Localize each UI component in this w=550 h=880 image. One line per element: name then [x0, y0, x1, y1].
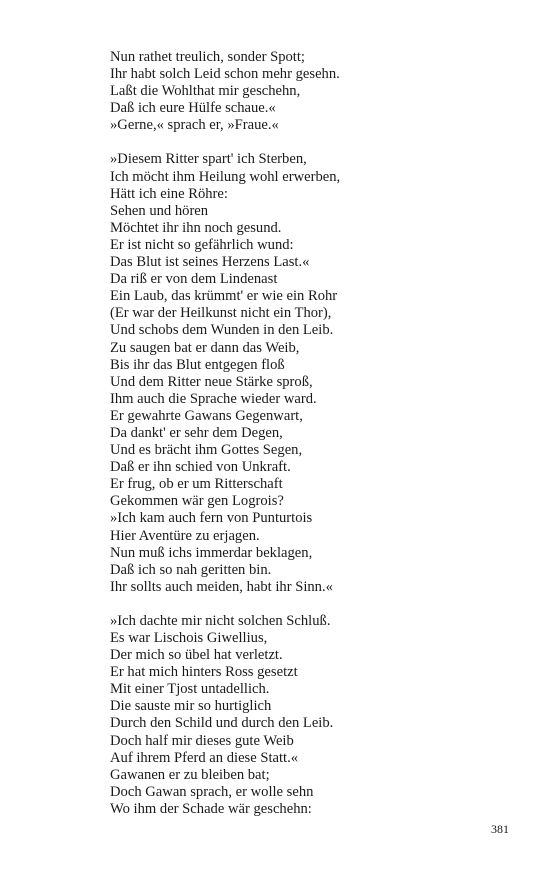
verse-line: Und schobs dem Wunden in den Leib. — [110, 322, 334, 339]
stanza — [110, 49, 510, 134]
verse-line: Da riß er von dem Lindenast — [110, 271, 278, 288]
verse-line: Nun muß ichs immerdar beklagen, — [110, 544, 313, 561]
verse-line: Und es brächt ihm Gottes Segen, — [110, 442, 303, 459]
verse-line: Doch Gawan sprach, er wolle sehn — [110, 783, 314, 800]
verse-line: »Diesem Ritter spart' ich Sterben, — [110, 151, 307, 168]
verse-line: Er hat mich hinters Ross gesetzt — [110, 664, 298, 681]
verse-line: Daß er ihn schied von Unkraft. — [110, 459, 291, 476]
verse-line: Bis ihr das Blut entgegen floß — [110, 356, 285, 373]
verse-line: Durch den Schild und durch den Leib. — [110, 715, 334, 732]
verse-line: Es war Lischois Giwellius, — [110, 630, 268, 646]
verse-line: Hier Aventüre zu erjagen. — [110, 527, 260, 544]
verse-line: »Ich dachte mir nicht solchen Schluß. — [110, 612, 331, 629]
verse-line: Gawanen er zu bleiben bat; — [110, 766, 270, 783]
verse-line: Möchtet ihr ihn noch gesund. — [110, 219, 282, 236]
verse-line: Wo ihm der Schade wär geschehn: — [110, 800, 312, 817]
verse-line: Er ist nicht so gefährlich wund: — [110, 236, 294, 253]
verse-line: Und dem Ritter neue Stärke sproß, — [110, 373, 313, 390]
verse-line: Daß ich eure Hülfe schaue.« — [110, 100, 276, 117]
verse-line: Er frug, ob er um Ritterschaft — [110, 476, 283, 493]
verse-line: Doch half mir dieses gute Weib — [110, 732, 294, 749]
verse-line: Hätt ich eine Röhre: — [110, 185, 228, 202]
verse-line: Ihm auch die Sprache wieder ward. — [110, 390, 317, 407]
verse-line: Zu saugen bat er dann das Weib, — [110, 339, 300, 356]
verse-line: Daß ich so nah geritten bin. — [110, 561, 272, 578]
stanza — [110, 613, 510, 818]
verse-line: Die sauste mir so hurtiglich — [110, 698, 272, 715]
verse-line: Ihr habt solch Leid schon mehr gesehn. — [110, 66, 340, 83]
verse-line: Ihr sollts auch meiden, habt ihr Sinn.« — [110, 578, 333, 595]
verse-line: (Er war der Heilkunst nicht ein Thor), — [110, 305, 332, 322]
verse-line: Gekommen wär gen Logrois? — [110, 493, 284, 510]
verse-line: Da dankt' er sehr dem Degen, — [110, 424, 283, 441]
verse-line: Auf ihrem Pferd an diese Statt.« — [110, 749, 299, 766]
verse-line: Sehen und hören — [110, 202, 209, 219]
verse-line: Mit einer Tjost untadellich. — [110, 681, 270, 698]
verse-line: Laßt die Wohlthat mir geschehn, — [110, 83, 301, 100]
stanza — [110, 151, 510, 595]
verse-line: Nun rathet treulich, sonder Spott; — [110, 49, 305, 65]
verse-line: »Ich kam auch fern von Punturtois — [110, 510, 313, 527]
verse-line: Der mich so übel hat verletzt. — [110, 647, 283, 664]
verse-line: »Gerne,« sprach er, »Fraue.« — [110, 117, 279, 134]
verse-line: Das Blut ist seines Herzens Last.« — [110, 254, 310, 271]
poem-text — [110, 49, 510, 818]
verse-line: Er gewahrte Gawans Gegenwart, — [110, 407, 303, 424]
page-number: 381 — [491, 822, 509, 836]
verse-line: Ein Laub, das krümmt' er wie ein Rohr — [110, 288, 338, 305]
verse-line: Ich möcht ihm Heilung wohl erwerben, — [110, 168, 341, 185]
